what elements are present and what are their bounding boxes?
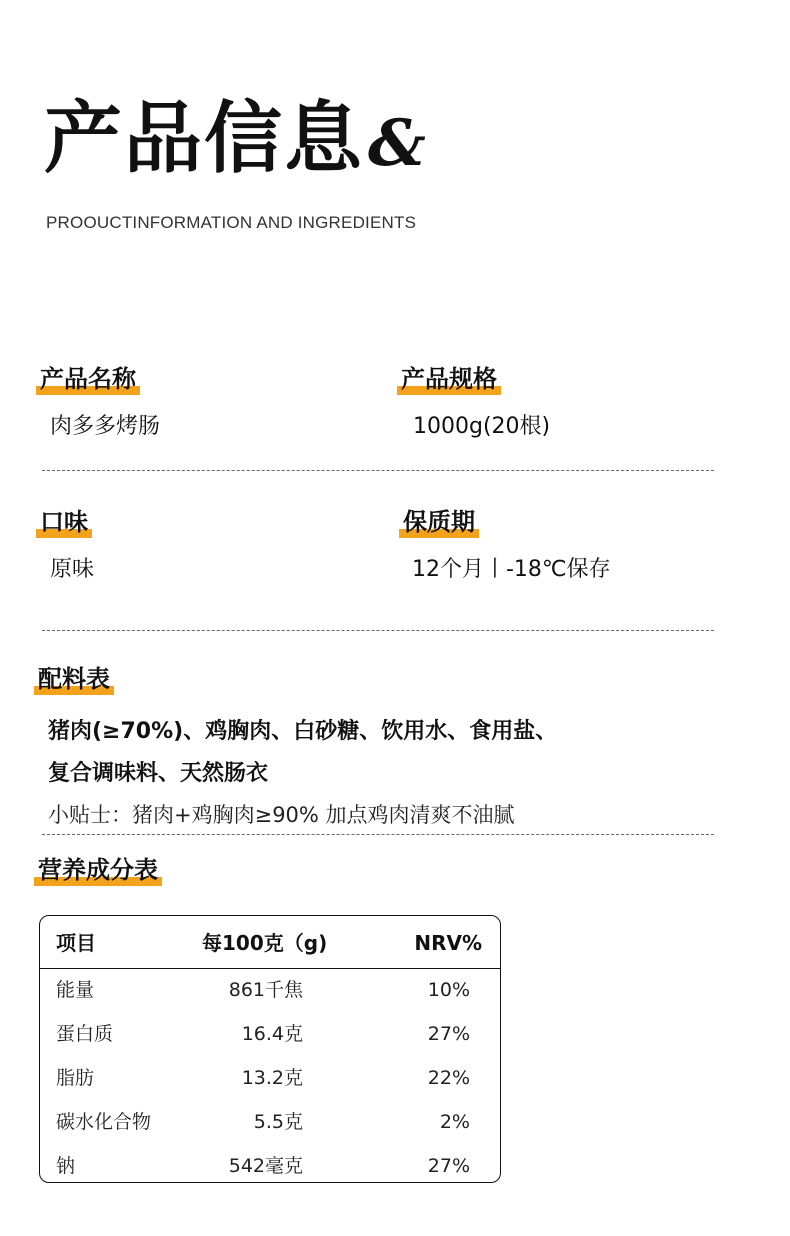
nutrient-nrv: 22% xyxy=(427,1067,470,1089)
nutrient-amount: 542毫克 xyxy=(228,1155,303,1177)
page-title xyxy=(44,93,428,184)
nutrient-name: 脂肪 xyxy=(56,1067,95,1089)
flavor-value: 原味 xyxy=(50,557,95,582)
page-subtitle: PROOUCTINFORMATION AND INGREDIENTS xyxy=(46,213,417,232)
nutrient-amount: 5.5克 xyxy=(253,1111,303,1133)
header-nrv: NRV% xyxy=(414,931,482,955)
table-header xyxy=(40,916,500,969)
title-ampersand: & xyxy=(368,106,428,181)
table-row xyxy=(40,1058,500,1102)
product-spec-label: 产品规格 xyxy=(397,365,501,393)
shelf-life-label: 保质期 xyxy=(399,508,479,536)
table-row xyxy=(40,1146,500,1190)
nutrition-table xyxy=(39,915,501,1183)
header-per-100g: 每100克（g) xyxy=(202,931,328,955)
nutrient-nrv: 2% xyxy=(439,1111,470,1133)
table-row xyxy=(40,1102,500,1146)
product-name-value: 肉多多烤肠 xyxy=(50,414,161,439)
ingredients-line-2: 复合调味料、天然肠衣 xyxy=(48,761,269,786)
product-spec-value: 1000g(20根) xyxy=(413,414,551,439)
nutrient-nrv: 10% xyxy=(427,979,470,1001)
table-row xyxy=(40,970,500,1014)
shelf-life-value: 12个月丨-18℃保存 xyxy=(412,557,611,582)
nutrient-name: 钠 xyxy=(56,1155,76,1177)
product-name-label: 产品名称 xyxy=(36,365,140,393)
nutrient-amount: 13.2克 xyxy=(241,1067,303,1089)
ingredients-tip: 小贴士：猪肉+鸡胸肉≥90% 加点鸡肉清爽不油腻 xyxy=(48,803,515,827)
flavor-label: 口味 xyxy=(36,508,92,536)
nutrient-amount: 861千焦 xyxy=(228,979,303,1001)
divider xyxy=(42,630,714,631)
ingredients-label: 配料表 xyxy=(34,665,114,693)
nutrient-name: 碳水化合物 xyxy=(56,1111,152,1133)
ingredients-line-1: 猪肉(≥70%)、鸡胸肉、白砂糖、饮用水、食用盐、 xyxy=(48,719,558,744)
divider xyxy=(42,470,714,471)
nutrient-nrv: 27% xyxy=(427,1023,470,1045)
page-title-text: 产品信息 xyxy=(44,93,365,184)
table-row xyxy=(40,1014,500,1058)
header-item: 项目 xyxy=(56,931,96,955)
nutrient-name: 能量 xyxy=(56,979,95,1001)
nutrient-nrv: 27% xyxy=(427,1155,470,1177)
nutrient-name: 蛋白质 xyxy=(56,1023,114,1045)
nutrient-amount: 16.4克 xyxy=(241,1023,303,1045)
nutrition-label: 营养成分表 xyxy=(34,856,162,884)
divider xyxy=(42,834,714,835)
